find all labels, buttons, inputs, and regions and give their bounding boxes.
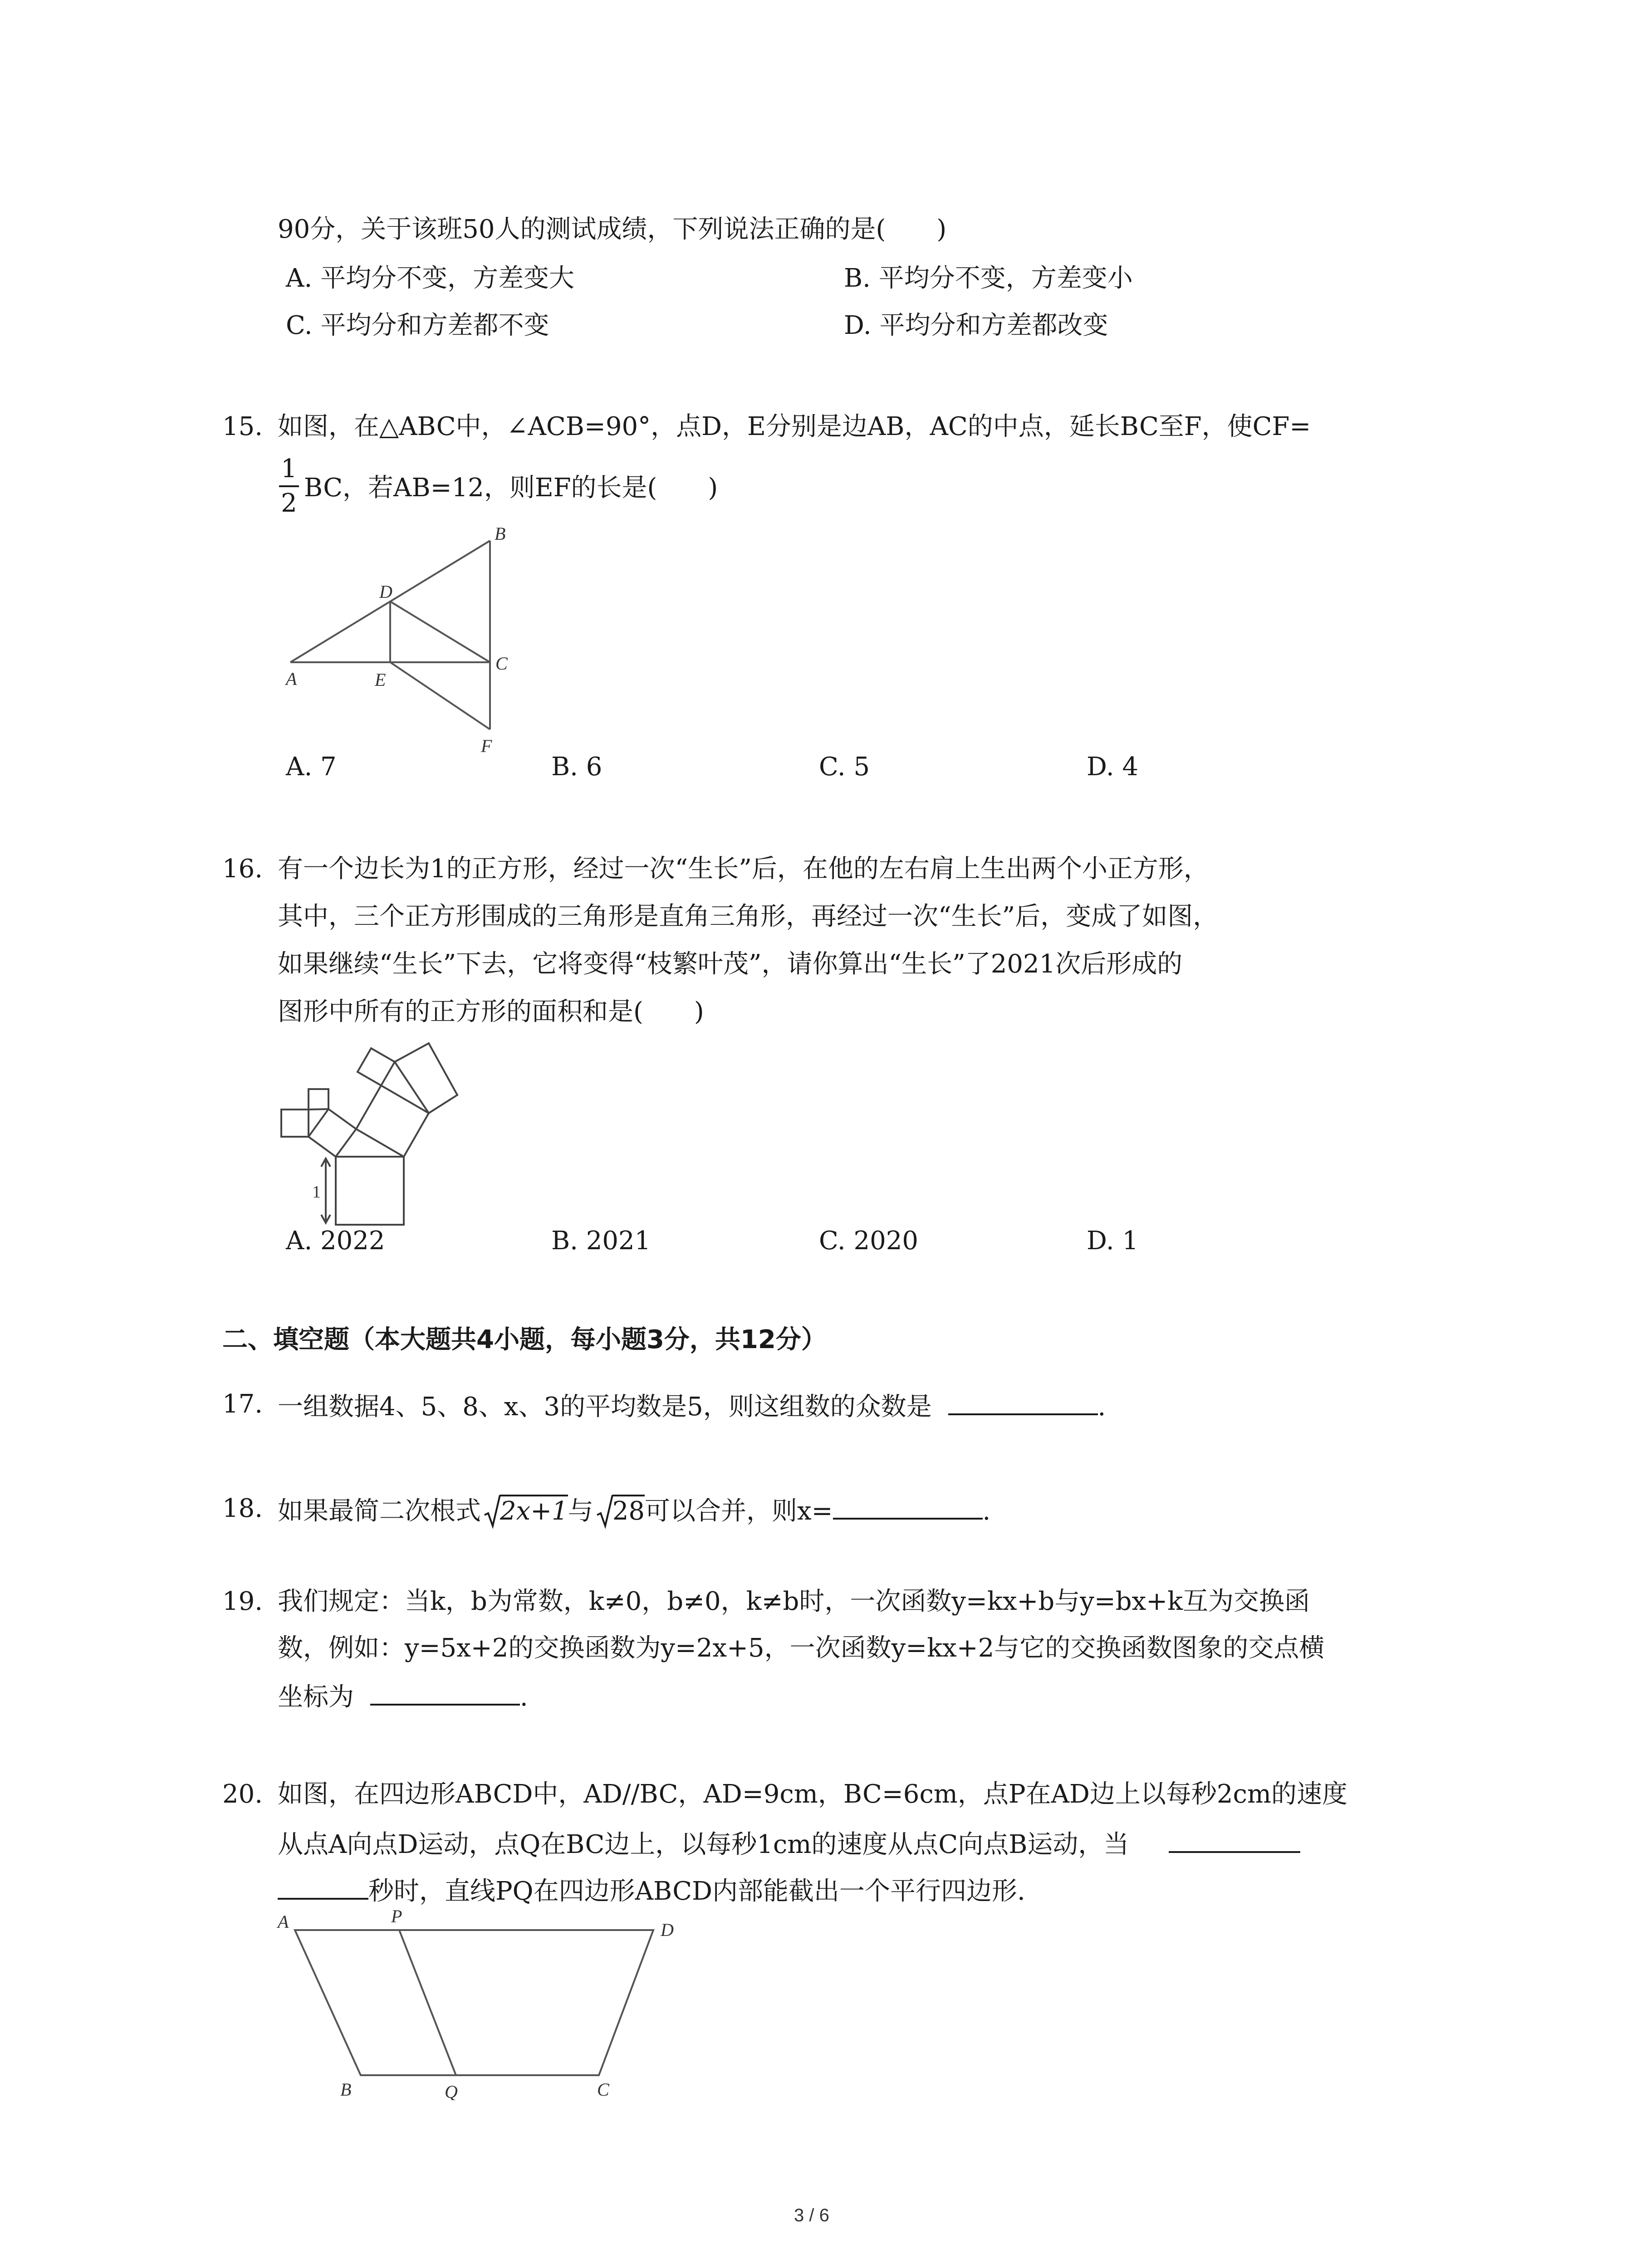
q20-line3-wrap	[278, 1872, 1025, 1908]
base-square	[336, 1157, 404, 1225]
sqrt-sign-1	[484, 1493, 502, 1530]
q16-line3: 如果继续“生长”下去，它将变得“枝繁叶茂”，请你算出“生长”了2021次后形成的	[278, 949, 1183, 979]
q20-number: 20.	[222, 1779, 263, 1809]
left-square	[309, 1109, 356, 1157]
q20-line3: 秒时，直线PQ在四边形ABCD内部能截出一个平行四边形.	[368, 1877, 1025, 1906]
q16-line4: 图形中所有的正方形的面积和是( )	[278, 997, 704, 1026]
segment-ef	[390, 662, 490, 729]
label-q: Q	[445, 2082, 458, 2100]
trapezoid-abcd	[295, 1930, 653, 2075]
label-a: A	[286, 669, 297, 689]
right-right-square	[395, 1043, 457, 1113]
label-d: D	[661, 1920, 674, 1940]
q14-option-d: D. 平均分和方差都改变	[844, 311, 1108, 340]
q16-option-c: C. 2020	[819, 1226, 918, 1256]
q20-line1: 如图，在四边形ABCD中，AD//BC，AD=9cm，BC=6cm，点P在AD边上以每秒2cm的速度	[278, 1779, 1348, 1809]
page-number: 3 / 6	[794, 2205, 829, 2225]
q14-option-b: B. 平均分不变，方差变小	[844, 264, 1133, 293]
q16-line2: 其中，三个正方形围成的三角形是直角三角形，再经过一次“生长”后，变成了如图，	[278, 902, 1219, 931]
q16-option-d: D. 1	[1087, 1226, 1139, 1256]
q18-mid: 与	[568, 1496, 593, 1526]
segment-dc	[390, 601, 490, 662]
q19-line3-wrap	[278, 1678, 528, 1714]
q15-line2: BC，若AB=12，则EF的长是( )	[304, 473, 718, 503]
label-e: E	[375, 670, 386, 690]
q15-option-c: C. 5	[819, 752, 870, 782]
q18-post: 可以合并，则x=	[645, 1496, 833, 1526]
q15-line1: 如图，在△ABC中，∠ACB=90°，点D，E分别是边AB，AC的中点，延长BC至F，使CF=	[278, 412, 1311, 441]
right-left-square	[358, 1048, 395, 1085]
q20-answer-blank-part2[interactable]	[278, 1872, 368, 1900]
q15-option-a: A. 7	[286, 752, 337, 782]
section2-heading: 二、填空题（本大题共4小题，每小题3分，共12分）	[222, 1325, 827, 1354]
q17-text: 一组数据4、5、8、x、3的平均数是5，则这组数的众数是	[278, 1392, 932, 1422]
left-left-square	[281, 1110, 309, 1137]
q16-option-a: A. 2022	[286, 1226, 385, 1256]
segment-pq	[399, 1930, 456, 2075]
q17-text-line	[278, 1388, 1106, 1423]
q18-text-line	[278, 1492, 990, 1528]
q20-line2-wrap	[278, 1826, 1300, 1861]
q15-option-b: B. 6	[551, 752, 603, 782]
left-right-square	[309, 1089, 328, 1110]
sqrt-sign-2	[596, 1493, 614, 1530]
q18-radical2	[596, 1495, 645, 1528]
q17-end: .	[1097, 1392, 1106, 1422]
q15-number: 15.	[222, 412, 263, 441]
q14-option-a: A. 平均分不变，方差变大	[286, 264, 575, 293]
q18-pre: 如果最简二次根式	[278, 1496, 481, 1526]
q19-end: .	[519, 1682, 528, 1712]
q15-option-d: D. 4	[1087, 752, 1139, 782]
label-a: A	[278, 1911, 289, 1932]
q16-pythagoras-tree-figure	[272, 1025, 508, 1234]
q16-number: 16.	[222, 854, 263, 884]
q18-radicand1: 2x+1	[500, 1495, 568, 1526]
q20-trapezoid-figure	[268, 1905, 703, 2100]
q17-answer-blank[interactable]	[948, 1388, 1098, 1415]
label-p: P	[391, 1906, 402, 1926]
q15-triangle-figure	[272, 522, 526, 758]
q18-answer-blank[interactable]	[833, 1492, 983, 1520]
dimension-label: 1	[312, 1183, 321, 1202]
q20-line2: 从点A向点D运动，点Q在BC边上，以每秒1cm的速度从点C向点B运动，当	[278, 1830, 1129, 1859]
q19-line1: 我们规定：当k，b为常数，k≠0，b≠0，k≠b时，一次函数y=kx+b与y=bx+k互为交换函	[278, 1587, 1310, 1616]
q19-line3: 坐标为	[278, 1682, 354, 1712]
label-d: D	[379, 582, 392, 602]
label-c: C	[495, 653, 508, 674]
q18-end: .	[982, 1496, 991, 1526]
label-f: F	[481, 736, 492, 756]
q20-answer-blank-part1[interactable]	[1169, 1826, 1300, 1853]
q14-continuation: 90分，关于该班50人的测试成绩，下列说法正确的是( )	[278, 215, 947, 244]
q17-number: 17.	[222, 1389, 263, 1419]
q19-line2: 数，例如：y=5x+2的交换函数为y=2x+5，一次函数y=kx+2与它的交换函数图象的交点横	[278, 1633, 1325, 1663]
q15-frac-numerator: 1	[281, 454, 297, 484]
q16-line1: 有一个边长为1的正方形，经过一次“生长”后，在他的左右肩上生出两个小正方形，	[278, 854, 1209, 884]
q19-answer-blank[interactable]	[370, 1678, 520, 1706]
q18-number: 18.	[222, 1494, 263, 1523]
q15-frac-bar	[279, 485, 299, 487]
q18-radicand2: 28	[612, 1495, 645, 1526]
q15-frac-denominator: 2	[281, 489, 297, 518]
q19-number: 19.	[222, 1587, 263, 1616]
q18-radical1	[484, 1495, 568, 1528]
label-b: B	[495, 523, 506, 544]
q16-option-b: B. 2021	[551, 1226, 651, 1256]
q14-option-c: C. 平均分和方差都不变	[286, 311, 549, 340]
label-c: C	[597, 2079, 609, 2100]
label-b: B	[340, 2079, 352, 2100]
